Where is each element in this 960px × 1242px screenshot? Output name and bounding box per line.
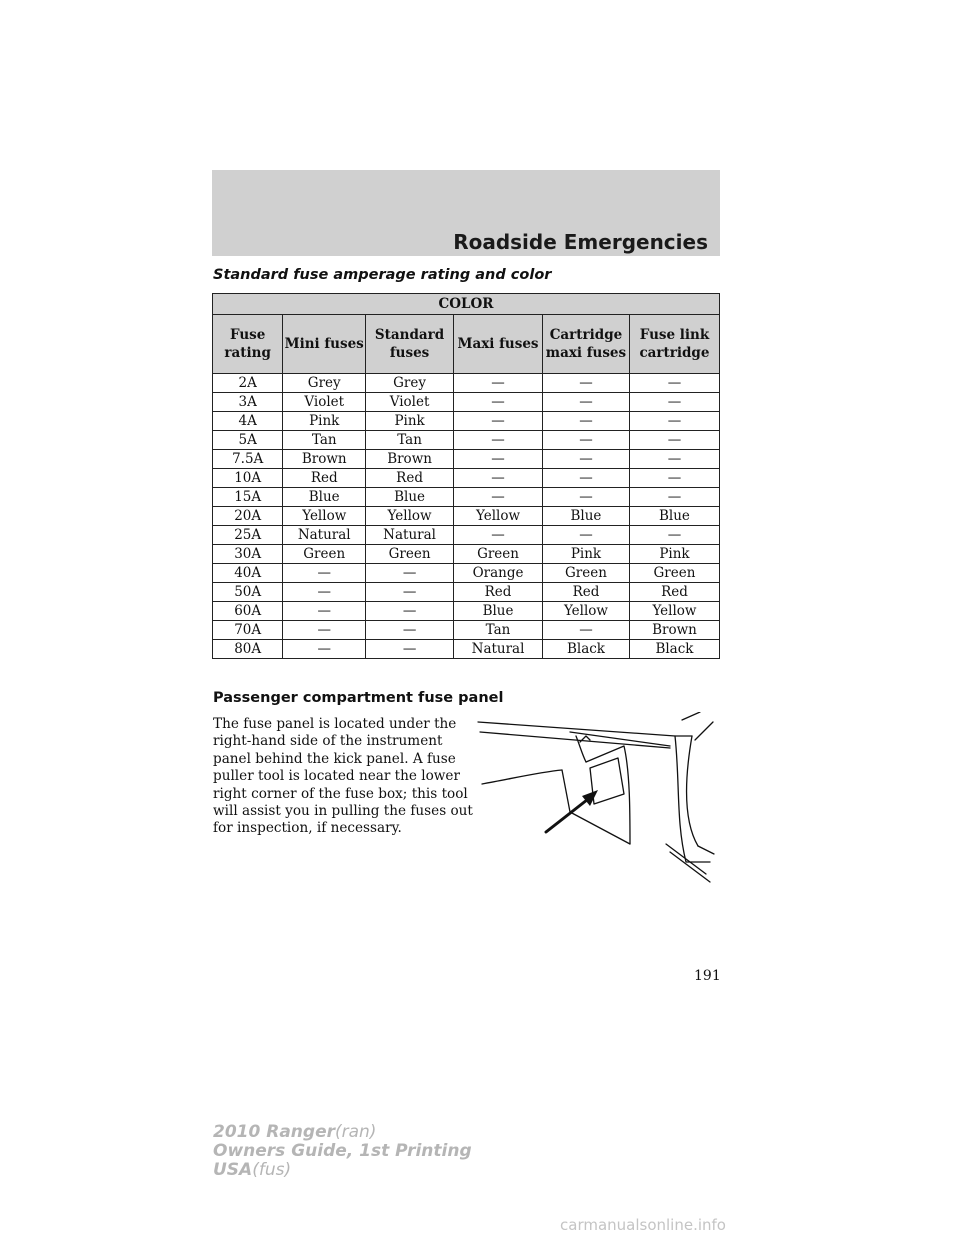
table-cell: — xyxy=(543,621,630,640)
table-cell: Green xyxy=(454,545,543,564)
table-cell: Natural xyxy=(454,640,543,659)
table-cell: Blue xyxy=(366,488,454,507)
table-cell: Green xyxy=(543,564,630,583)
table-cell: 40A xyxy=(213,564,283,583)
footer-model-code: (ran) xyxy=(334,1122,377,1142)
table-cell: 70A xyxy=(213,621,283,640)
table-cell: — xyxy=(543,488,630,507)
table-cell: Black xyxy=(543,640,630,659)
table-cell: Blue xyxy=(283,488,366,507)
page-number: 191 xyxy=(694,968,721,984)
column-header: Mini fuses xyxy=(283,315,366,374)
table-cell: 2A xyxy=(213,374,283,393)
table-cell: — xyxy=(629,450,719,469)
table-row xyxy=(213,507,720,526)
table-cell: Yellow xyxy=(283,507,366,526)
table-cell: — xyxy=(629,526,719,545)
table-cell: — xyxy=(283,640,366,659)
table-cell: — xyxy=(454,469,543,488)
table-cell: — xyxy=(454,450,543,469)
table-cell: 10A xyxy=(213,469,283,488)
table-row xyxy=(213,488,720,507)
column-header: Fuse link cartridge xyxy=(629,315,719,374)
table-cell: — xyxy=(543,526,630,545)
table-cell: Red xyxy=(454,583,543,602)
table-cell: Grey xyxy=(283,374,366,393)
table-cell: 5A xyxy=(213,431,283,450)
table-cell: Pink xyxy=(629,545,719,564)
table-cell: — xyxy=(629,469,719,488)
footer-market-code: (fus) xyxy=(252,1160,292,1180)
table-cell: Blue xyxy=(543,507,630,526)
table-cell: — xyxy=(283,621,366,640)
table-cell: Brown xyxy=(283,450,366,469)
table-cell: Green xyxy=(629,564,719,583)
table-row xyxy=(213,374,720,393)
table-row xyxy=(213,526,720,545)
table-row xyxy=(213,602,720,621)
table-cell: — xyxy=(629,488,719,507)
table-cell: Green xyxy=(283,545,366,564)
table-cell: — xyxy=(629,412,719,431)
table-cell: Violet xyxy=(366,393,454,412)
table-cell: — xyxy=(629,393,719,412)
table-row xyxy=(213,393,720,412)
table-cell: — xyxy=(283,564,366,583)
table-cell: Natural xyxy=(283,526,366,545)
watermark: carmanualsonline.info xyxy=(560,1216,726,1234)
table-cell: 4A xyxy=(213,412,283,431)
table-cell: Tan xyxy=(366,431,454,450)
table-cell: — xyxy=(366,583,454,602)
table-cell: Orange xyxy=(454,564,543,583)
table-row xyxy=(213,431,720,450)
table-cell: — xyxy=(454,374,543,393)
table-title: Standard fuse amperage rating and color xyxy=(213,267,552,283)
table-cell: — xyxy=(454,526,543,545)
table-cell: Green xyxy=(366,545,454,564)
table-cell: Blue xyxy=(629,507,719,526)
footer-edition: Owners Guide, 1st Printing xyxy=(213,1141,472,1161)
table-cell: 80A xyxy=(213,640,283,659)
table-cell: Yellow xyxy=(366,507,454,526)
table-row xyxy=(213,564,720,583)
column-header: Fuse rating xyxy=(213,315,283,374)
table-cell: 60A xyxy=(213,602,283,621)
table-cell: Tan xyxy=(283,431,366,450)
print-footer xyxy=(213,1123,472,1180)
table-cell: 50A xyxy=(213,583,283,602)
table-cell: Yellow xyxy=(629,602,719,621)
table-cell: — xyxy=(543,431,630,450)
table-cell: Red xyxy=(629,583,719,602)
table-cell: Pink xyxy=(366,412,454,431)
table-row xyxy=(213,621,720,640)
table-cell: Pink xyxy=(283,412,366,431)
table-cell: — xyxy=(283,602,366,621)
column-header: Maxi fuses xyxy=(454,315,543,374)
section-header-band xyxy=(212,170,720,256)
table-cell: — xyxy=(543,393,630,412)
section-title: Roadside Emergencies xyxy=(453,230,708,254)
table-cell: — xyxy=(454,488,543,507)
table-cell: Brown xyxy=(366,450,454,469)
table-cell: Grey xyxy=(366,374,454,393)
table-cell: 20A xyxy=(213,507,283,526)
column-header: Standard fuses xyxy=(366,315,454,374)
table-cell: — xyxy=(543,412,630,431)
table-cell: — xyxy=(543,374,630,393)
table-cell: — xyxy=(543,450,630,469)
table-row xyxy=(213,640,720,659)
column-header: Cartridge maxi fuses xyxy=(543,315,630,374)
table-cell: — xyxy=(629,431,719,450)
table-row xyxy=(213,545,720,564)
table-row xyxy=(213,412,720,431)
table-cell: — xyxy=(454,431,543,450)
footer-market: USA xyxy=(213,1160,253,1180)
table-cell: — xyxy=(366,602,454,621)
table-cell: Pink xyxy=(543,545,630,564)
table-cell: 15A xyxy=(213,488,283,507)
table-cell: Black xyxy=(629,640,719,659)
fuse-color-table xyxy=(212,293,720,659)
table-cell: — xyxy=(366,621,454,640)
table-cell: — xyxy=(454,393,543,412)
table-cell: 30A xyxy=(213,545,283,564)
fuse-panel-description: The fuse panel is located under the right-hand side of the instrument panel behind the kick panel. A fuse puller tool is located near the lower right corner of the fuse box; this tool will assist you in pulling the fuses out for inspection, if necessary. xyxy=(213,716,473,837)
table-cell: 7.5A xyxy=(213,450,283,469)
table-cell: — xyxy=(366,640,454,659)
table-cell: Red xyxy=(366,469,454,488)
fuse-panel-heading: Passenger compartment fuse panel xyxy=(213,690,504,706)
table-cell: Violet xyxy=(283,393,366,412)
table-row xyxy=(213,583,720,602)
color-group-header: COLOR xyxy=(213,294,720,315)
table-cell: — xyxy=(543,469,630,488)
table-cell: — xyxy=(366,564,454,583)
table-cell: Natural xyxy=(366,526,454,545)
table-cell: — xyxy=(629,374,719,393)
table-row xyxy=(213,450,720,469)
table-cell: 25A xyxy=(213,526,283,545)
table-cell: Yellow xyxy=(543,602,630,621)
table-cell: Tan xyxy=(454,621,543,640)
table-cell: 3A xyxy=(213,393,283,412)
table-row xyxy=(213,469,720,488)
table-cell: — xyxy=(454,412,543,431)
table-cell: Brown xyxy=(629,621,719,640)
fuse-panel-location-illustration xyxy=(470,712,720,890)
table-cell: Blue xyxy=(454,602,543,621)
footer-model: 2010 Ranger xyxy=(213,1122,335,1142)
table-cell: Red xyxy=(283,469,366,488)
table-cell: — xyxy=(283,583,366,602)
table-cell: Red xyxy=(543,583,630,602)
table-cell: Yellow xyxy=(454,507,543,526)
